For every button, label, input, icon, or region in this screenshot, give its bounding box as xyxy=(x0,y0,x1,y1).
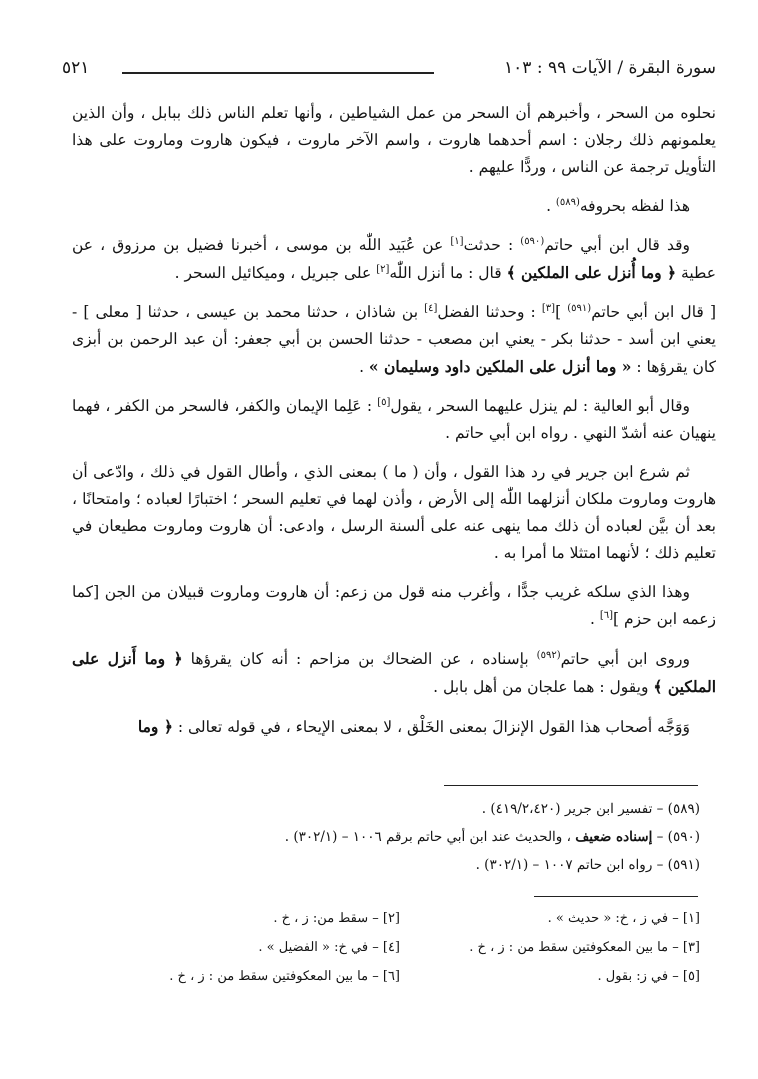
variant-note: [٥] – في ز: بقول . xyxy=(597,969,700,984)
text-run: ويقول : هما علجان من أهل بابل . xyxy=(433,678,654,696)
variant-note: [١] – في ز ، خ: « حديث » . xyxy=(547,911,700,926)
paragraph-2-text: هذا لفظه بحروفه xyxy=(579,197,690,215)
grading-text: إسناده ضعيف xyxy=(575,829,653,845)
variant-ref: [٤] xyxy=(424,302,438,314)
text-run: (٥٩١) – رواه ابن حاتم ١٠٠٧ – (٣٠٢/١) . xyxy=(475,857,700,873)
footnote-589 xyxy=(60,795,700,823)
paragraph-2-end: . xyxy=(546,197,556,215)
text-run: : عَلِما الإيمان والكفر، فالسحر من الكفر ، فهما ينهيان عنه أشدّ النهي . رواه ابن أبي حاتم . xyxy=(72,397,716,442)
variant-ref: [٦] xyxy=(599,609,614,621)
running-header xyxy=(62,58,716,86)
text-run: : وحدثنا الفضل xyxy=(437,303,542,321)
variant-row xyxy=(60,933,700,962)
paragraph-7 xyxy=(72,579,716,633)
quran-verse: ﴿ وما xyxy=(137,717,173,736)
text-run: ] xyxy=(555,303,568,321)
text-run: (٥٨٩) – تفسير ابن جرير (٤١٩/٢،٤٢٠) . xyxy=(481,801,700,817)
manuscript-variants xyxy=(60,904,700,991)
text-run: وهذا الذي سلكه غريب جدًّا ، وأغرب منه قول من زعم: أن هاروت وماروت قبيلان من الجن [كما زعمه ابن حزم ] xyxy=(72,583,716,628)
variants-rule xyxy=(534,896,698,897)
surah-title: سورة البقرة / الآيات ٩٩ : ١٠٣ xyxy=(504,58,716,78)
variant-ref: [٢] xyxy=(376,263,390,275)
variant-row xyxy=(60,962,700,991)
text-run: ، والحديث عند ابن أبي حاتم برقم ١٠٠٦ – (٣٠٢/١) . xyxy=(284,829,576,845)
paragraph-4 xyxy=(72,299,716,381)
footnote-ref: (٥٨٩) xyxy=(555,196,580,208)
text-run: قال : ما أنزل اللّٰه xyxy=(389,264,507,282)
footnote-ref: (٥٩٠) xyxy=(520,235,545,247)
footnote-rule xyxy=(444,785,698,786)
footnotes xyxy=(60,795,700,879)
paragraph-5 xyxy=(72,393,716,447)
quran-verse: ﴿ وما أَنزل على الملكين ﴾ xyxy=(72,649,716,696)
variant-ref: [٣] xyxy=(541,302,556,314)
text-run: . xyxy=(589,610,600,628)
text-run: وَوَجَّه أصحاب هذا القول الإنزالَ بمعنى الخَلْق ، لا بمعنى الإيحاء ، في قوله تعالى : xyxy=(172,718,690,736)
paragraph-8 xyxy=(72,645,716,701)
paragraph-9 xyxy=(72,713,716,741)
main-text xyxy=(72,100,716,741)
text-run: وقال أبو العالية : لم ينزل عليهما السحر ، يقول xyxy=(390,397,690,415)
page-number: ٥٢١ xyxy=(62,58,90,78)
text-run: وروى ابن أبي حاتم xyxy=(560,650,690,668)
paragraph-2 xyxy=(72,193,716,220)
variant-note: [٣] – ما بين المعكوفتين سقط من : ز ، خ . xyxy=(469,940,700,955)
variant-note: [٤] – في خ: « الفضيل » . xyxy=(258,940,400,955)
text-run: [ قال ابن أبي حاتم xyxy=(591,303,716,321)
text-run: على جبريل ، وميكائيل السحر . xyxy=(174,264,377,282)
footnote-590 xyxy=(60,823,700,851)
footnote-ref: (٥٩١) xyxy=(567,302,592,314)
variant-note: [٢] – سقط من: ز ، خ . xyxy=(273,911,400,926)
text-run: . xyxy=(359,358,369,376)
paragraph-1: نحلوه من السحر ، وأخبرهم أن السحر من عمل الشياطين ، وأنها تعلم الناس ذلك ببابل ، وأن الذين يعلمونهم ذلك رجلان : اسم أحدهما هاروت ، واسم الآخر ماروت ، فيكون هاروت وماروت على هذا التأويل ترجمة عن الناس ، وردًّا عليهم . xyxy=(72,104,716,176)
quoted-reading: « وما أنزل على الملكين داود وسليمان » xyxy=(368,357,632,376)
paragraph-3 xyxy=(72,232,716,287)
variant-ref: [٥] xyxy=(377,396,391,408)
variant-note: [٦] – ما بين المعكوفتين سقط من : ز ، خ . xyxy=(169,969,400,984)
text-run: بن شاذان ، حدثنا محمد بن عيسى ، حدثنا [ معلى ] - يعني ابن أسد - حدثنا بكر - يعني ابن مصعب - حدثنا الحسن بن أبي جعفر: أن عبد الرحمن بن أبزى كان يقرؤها : xyxy=(72,303,716,376)
variant-row xyxy=(60,904,700,933)
paragraph-6: ثم شرع ابن جرير في رد هذا القول ، وأن ( ما ) بمعنى الذي ، وأطال القول في ذلك ، وادّعى أن هاروت وماروت ملكان أنزلهما اللّٰه إلى الأرض ، وأذن لهما في تعليم السحر ؛ اختبارًا لعباده ؛ وامتحانًا ، بعد أن بيَّن لعباده أن ذلك مما ينهى عنه على ألسنة الرسل ، وادعى: أن هاروت وماروت مطيعان في تعليم ذلك ؛ لأنهما امتثلا ما أمرا به . xyxy=(72,463,716,562)
text-run: : حدثت xyxy=(463,236,521,254)
text-run: بإسناده ، عن الضحاك بن مزاحم : أنه كان يقرؤها xyxy=(182,650,537,668)
text-run: وقد قال ابن أبي حاتم xyxy=(544,236,690,254)
quran-verse: ﴿ وما أُنزل على الملكين ﴾ xyxy=(506,263,677,282)
variant-ref: [١] xyxy=(450,235,464,247)
text-run: (٥٩٠) – xyxy=(652,829,700,845)
header-rule xyxy=(122,72,434,74)
footnote-ref: (٥٩٢) xyxy=(536,649,561,661)
text-run: عن عُبَيد اللّٰه بن موسى ، أخبرنا فضيل بن مرزوق ، عن عطية xyxy=(72,236,716,282)
footnote-591 xyxy=(60,851,700,879)
